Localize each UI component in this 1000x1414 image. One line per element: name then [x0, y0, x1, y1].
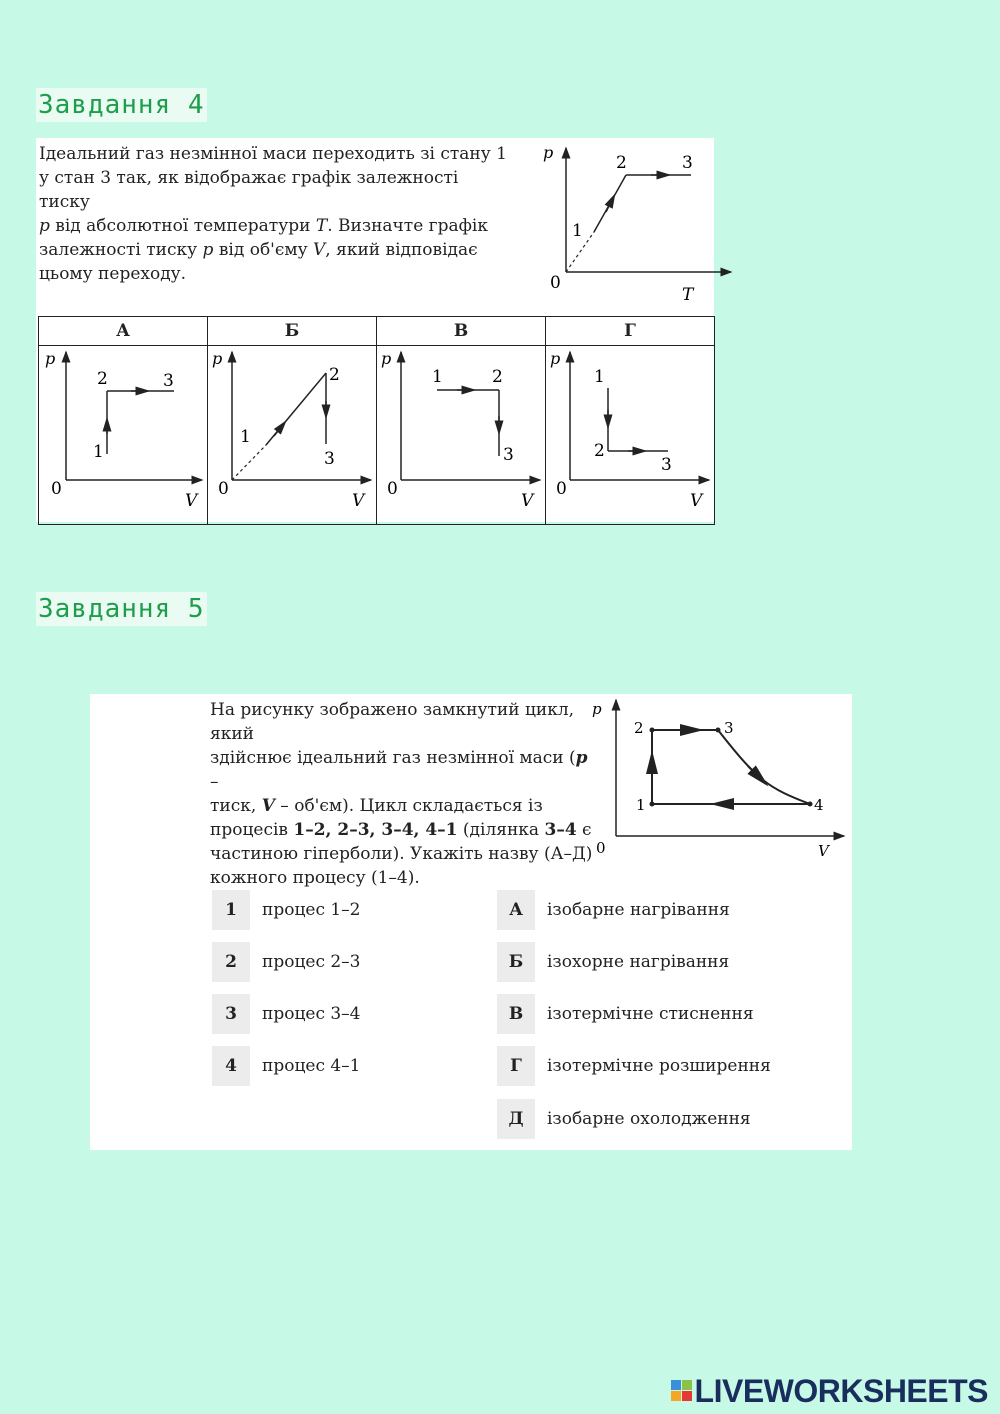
- arrow-1-2: [606, 200, 612, 212]
- option-header-c: В: [377, 317, 546, 346]
- options-table: [38, 316, 715, 525]
- state-2-label: 2: [616, 153, 627, 173]
- dashed-segment: [232, 445, 266, 480]
- v-label: V: [690, 491, 703, 511]
- origin-label: 0: [596, 839, 606, 857]
- p-label: p: [550, 349, 561, 368]
- arrow-1-2: [274, 426, 282, 436]
- cycle-graph: [592, 696, 848, 866]
- state-1-label: 1: [636, 796, 646, 814]
- arrow-3-4: [748, 766, 760, 778]
- state-2-label: 2: [594, 441, 605, 461]
- state-3-label: 3: [724, 719, 734, 737]
- question-line: кожного процесу (1–4).: [210, 868, 420, 888]
- answer-row[interactable]: [497, 1099, 751, 1139]
- option-header-a: А: [39, 317, 208, 346]
- p-label: p: [212, 349, 223, 368]
- v-label: V: [818, 842, 829, 860]
- p-label: p: [45, 349, 56, 368]
- state-2-label: 2: [97, 369, 108, 389]
- answer-letter: Д: [497, 1099, 535, 1139]
- option-d-graph-cell[interactable]: [546, 346, 715, 525]
- state-point-2: [650, 728, 655, 733]
- task4-question: [39, 142, 509, 286]
- option-c-graph: [377, 346, 545, 520]
- state-point-4: [808, 802, 813, 807]
- origin-label: 0: [218, 479, 229, 499]
- p-label: p: [592, 700, 602, 718]
- question-line: На рисунку зображено замкнутий цикл, який: [210, 700, 575, 744]
- answer-label: ізобарне охолодження: [547, 1109, 751, 1129]
- origin-label: 0: [556, 479, 567, 499]
- state-1-label: 1: [572, 221, 583, 241]
- option-b-graph: [208, 346, 376, 520]
- origin-label: 0: [51, 479, 62, 499]
- process-row[interactable]: [212, 890, 361, 930]
- question-line: частиною гіперболи). Укажіть назву (А–Д): [210, 844, 593, 864]
- process-label: процес 3–4: [262, 1004, 361, 1024]
- option-a-graph-cell[interactable]: [39, 346, 208, 525]
- option-b-graph-cell[interactable]: [208, 346, 377, 525]
- state-3-label: 3: [682, 153, 693, 173]
- state-1-label: 1: [594, 367, 605, 387]
- question-line: у стан 3 так, як відображає графік залежності тиску: [39, 168, 459, 212]
- question-line: p від абсолютної температури T. Визначте графік: [39, 216, 488, 236]
- logo-icon: [671, 1380, 693, 1404]
- logo-text: LIVEWORKSHEETS: [694, 1373, 988, 1409]
- answer-label: ізотермічне розширення: [547, 1056, 771, 1076]
- process-row[interactable]: [212, 942, 361, 982]
- process-row[interactable]: [212, 994, 361, 1034]
- answer-row[interactable]: [497, 890, 730, 930]
- answer-letter: Б: [497, 942, 535, 982]
- v-label: V: [521, 491, 534, 511]
- answer-letter: Г: [497, 1046, 535, 1086]
- question-line: процесів 1–2, 2–3, 3–4, 4–1 (ділянка 3–4 є: [210, 820, 592, 840]
- state-1-label: 1: [93, 442, 104, 462]
- process-row[interactable]: [212, 1046, 361, 1086]
- state-point-1: [650, 802, 655, 807]
- question-line: цьому переходу.: [39, 264, 187, 284]
- task5-card: [90, 694, 852, 1150]
- question-line: Ідеальний газ незмінної маси переходить зі стану 1: [39, 144, 507, 164]
- state-point-3: [716, 728, 721, 733]
- task4-card: [36, 138, 714, 522]
- answer-label: ізотермічне стиснення: [547, 1004, 754, 1024]
- process-label: процес 4–1: [262, 1056, 361, 1076]
- process-number: 2: [212, 942, 250, 982]
- state-3-label: 3: [324, 449, 335, 469]
- cycle-path: [652, 730, 810, 804]
- option-c-graph-cell[interactable]: [377, 346, 546, 525]
- answer-label: ізобарне нагрівання: [547, 900, 730, 920]
- state-2-label: 2: [329, 365, 340, 385]
- liveworksheets-logo[interactable]: [671, 1373, 988, 1410]
- origin-label: 0: [387, 479, 398, 499]
- state-2-label: 2: [492, 367, 503, 387]
- state-2-label: 2: [634, 719, 644, 737]
- option-header-b: Б: [208, 317, 377, 346]
- option-a-graph: [39, 346, 207, 520]
- answer-label: ізохорне нагрівання: [547, 952, 730, 972]
- answer-letter: В: [497, 994, 535, 1034]
- process-number: 1: [212, 890, 250, 930]
- state-3-label: 3: [503, 445, 514, 465]
- process-number: 4: [212, 1046, 250, 1086]
- process-label: процес 1–2: [262, 900, 361, 920]
- answer-row[interactable]: [497, 994, 754, 1034]
- state-1-label: 1: [240, 427, 251, 447]
- pt-graph: [536, 140, 706, 310]
- state-3-label: 3: [163, 371, 174, 391]
- task5-heading: Завдання 5: [38, 594, 205, 624]
- option-header-d: Г: [546, 317, 715, 346]
- option-d-graph: [546, 346, 714, 520]
- question-line: залежності тиску p від об'єму V, який відповідає: [39, 240, 478, 260]
- state-3-label: 3: [661, 455, 672, 475]
- state-4-label: 4: [814, 796, 824, 814]
- process-number: 3: [212, 994, 250, 1034]
- task4-heading: Завдання 4: [38, 90, 205, 120]
- question-line: здійснює ідеальний газ незмінної маси (p –: [210, 748, 588, 792]
- state-1-label: 1: [432, 367, 443, 387]
- process-label: процес 2–3: [262, 952, 361, 972]
- answer-row[interactable]: [497, 1046, 771, 1086]
- p-label: p: [543, 143, 554, 162]
- answer-row[interactable]: [497, 942, 729, 982]
- answer-letter: А: [497, 890, 535, 930]
- question-line: тиск, V – об'єм). Цикл складається із: [210, 796, 543, 816]
- t-label: T: [682, 285, 694, 305]
- task5-question: [210, 698, 600, 890]
- p-label: p: [381, 349, 392, 368]
- v-label: V: [352, 491, 365, 511]
- v-label: V: [185, 491, 198, 511]
- origin-label: 0: [550, 273, 561, 293]
